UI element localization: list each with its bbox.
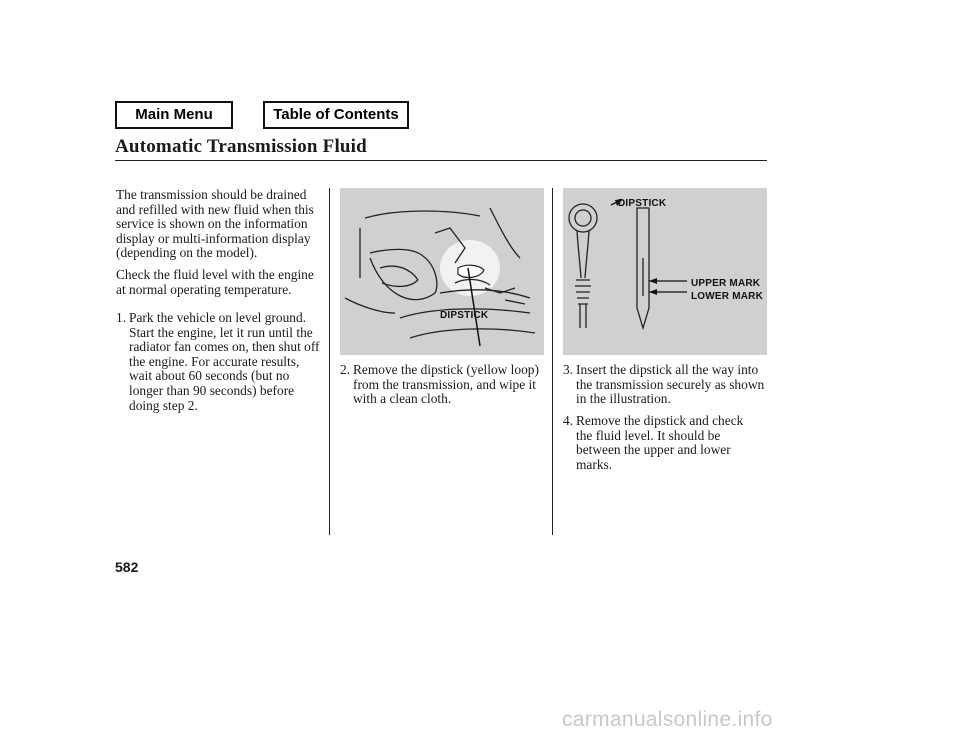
dipstick-location-illustration [340,188,544,355]
dipstick-drawing [563,188,767,355]
page-number: 582 [115,559,139,575]
step-number: 4. [563,413,574,428]
table-of-contents-button[interactable]: Table of Contents [263,101,409,129]
step-number: 2. [340,362,351,377]
dipstick-callout-1: DIPSTICK [440,310,489,321]
upper-mark-callout: UPPER MARK [691,278,761,289]
title-divider [115,160,767,161]
dipstick-marks-illustration [563,188,767,355]
step-number: 1. [116,310,127,325]
engine-bay-drawing [340,188,544,355]
lower-mark-callout: LOWER MARK [691,291,763,302]
step-text: Remove the dipstick and check the fluid level. It should be between the upper and lower marks. [576,413,744,472]
step-text: Park the vehicle on level ground. Start the engine, let it run until the radiator fan comes on, then shut off the engine. For accurate results, wait about 60 seconds (but no longer than 90 seconds) before doing step 2. [129,310,320,413]
intro-paragraph-1: The transmission should be drained and refilled with new fluid when this service is shown on the information display or multi-information display (depending on the model). [116,187,314,261]
step-1 [116,311,324,413]
step-text: Remove the dipstick (yellow loop) from the transmission, and wipe it with a clean cloth. [353,362,539,407]
column-divider-right [552,188,553,535]
step-2 [340,363,544,407]
step-3 [563,363,767,407]
intro-paragraph-2: Check the fluid level with the engine at normal operating temperature. [116,267,314,297]
watermark: carmanualsonline.info [562,708,773,731]
main-menu-button[interactable]: Main Menu [115,101,233,129]
column-divider-left [329,188,330,535]
step-4 [563,414,763,472]
step-text: Insert the dipstick all the way into the transmission securely as shown in the illustration. [576,362,765,407]
dipstick-callout-2: DIPSTICK [618,198,667,209]
step-number: 3. [563,362,574,377]
page-title: Automatic Transmission Fluid [115,136,367,157]
